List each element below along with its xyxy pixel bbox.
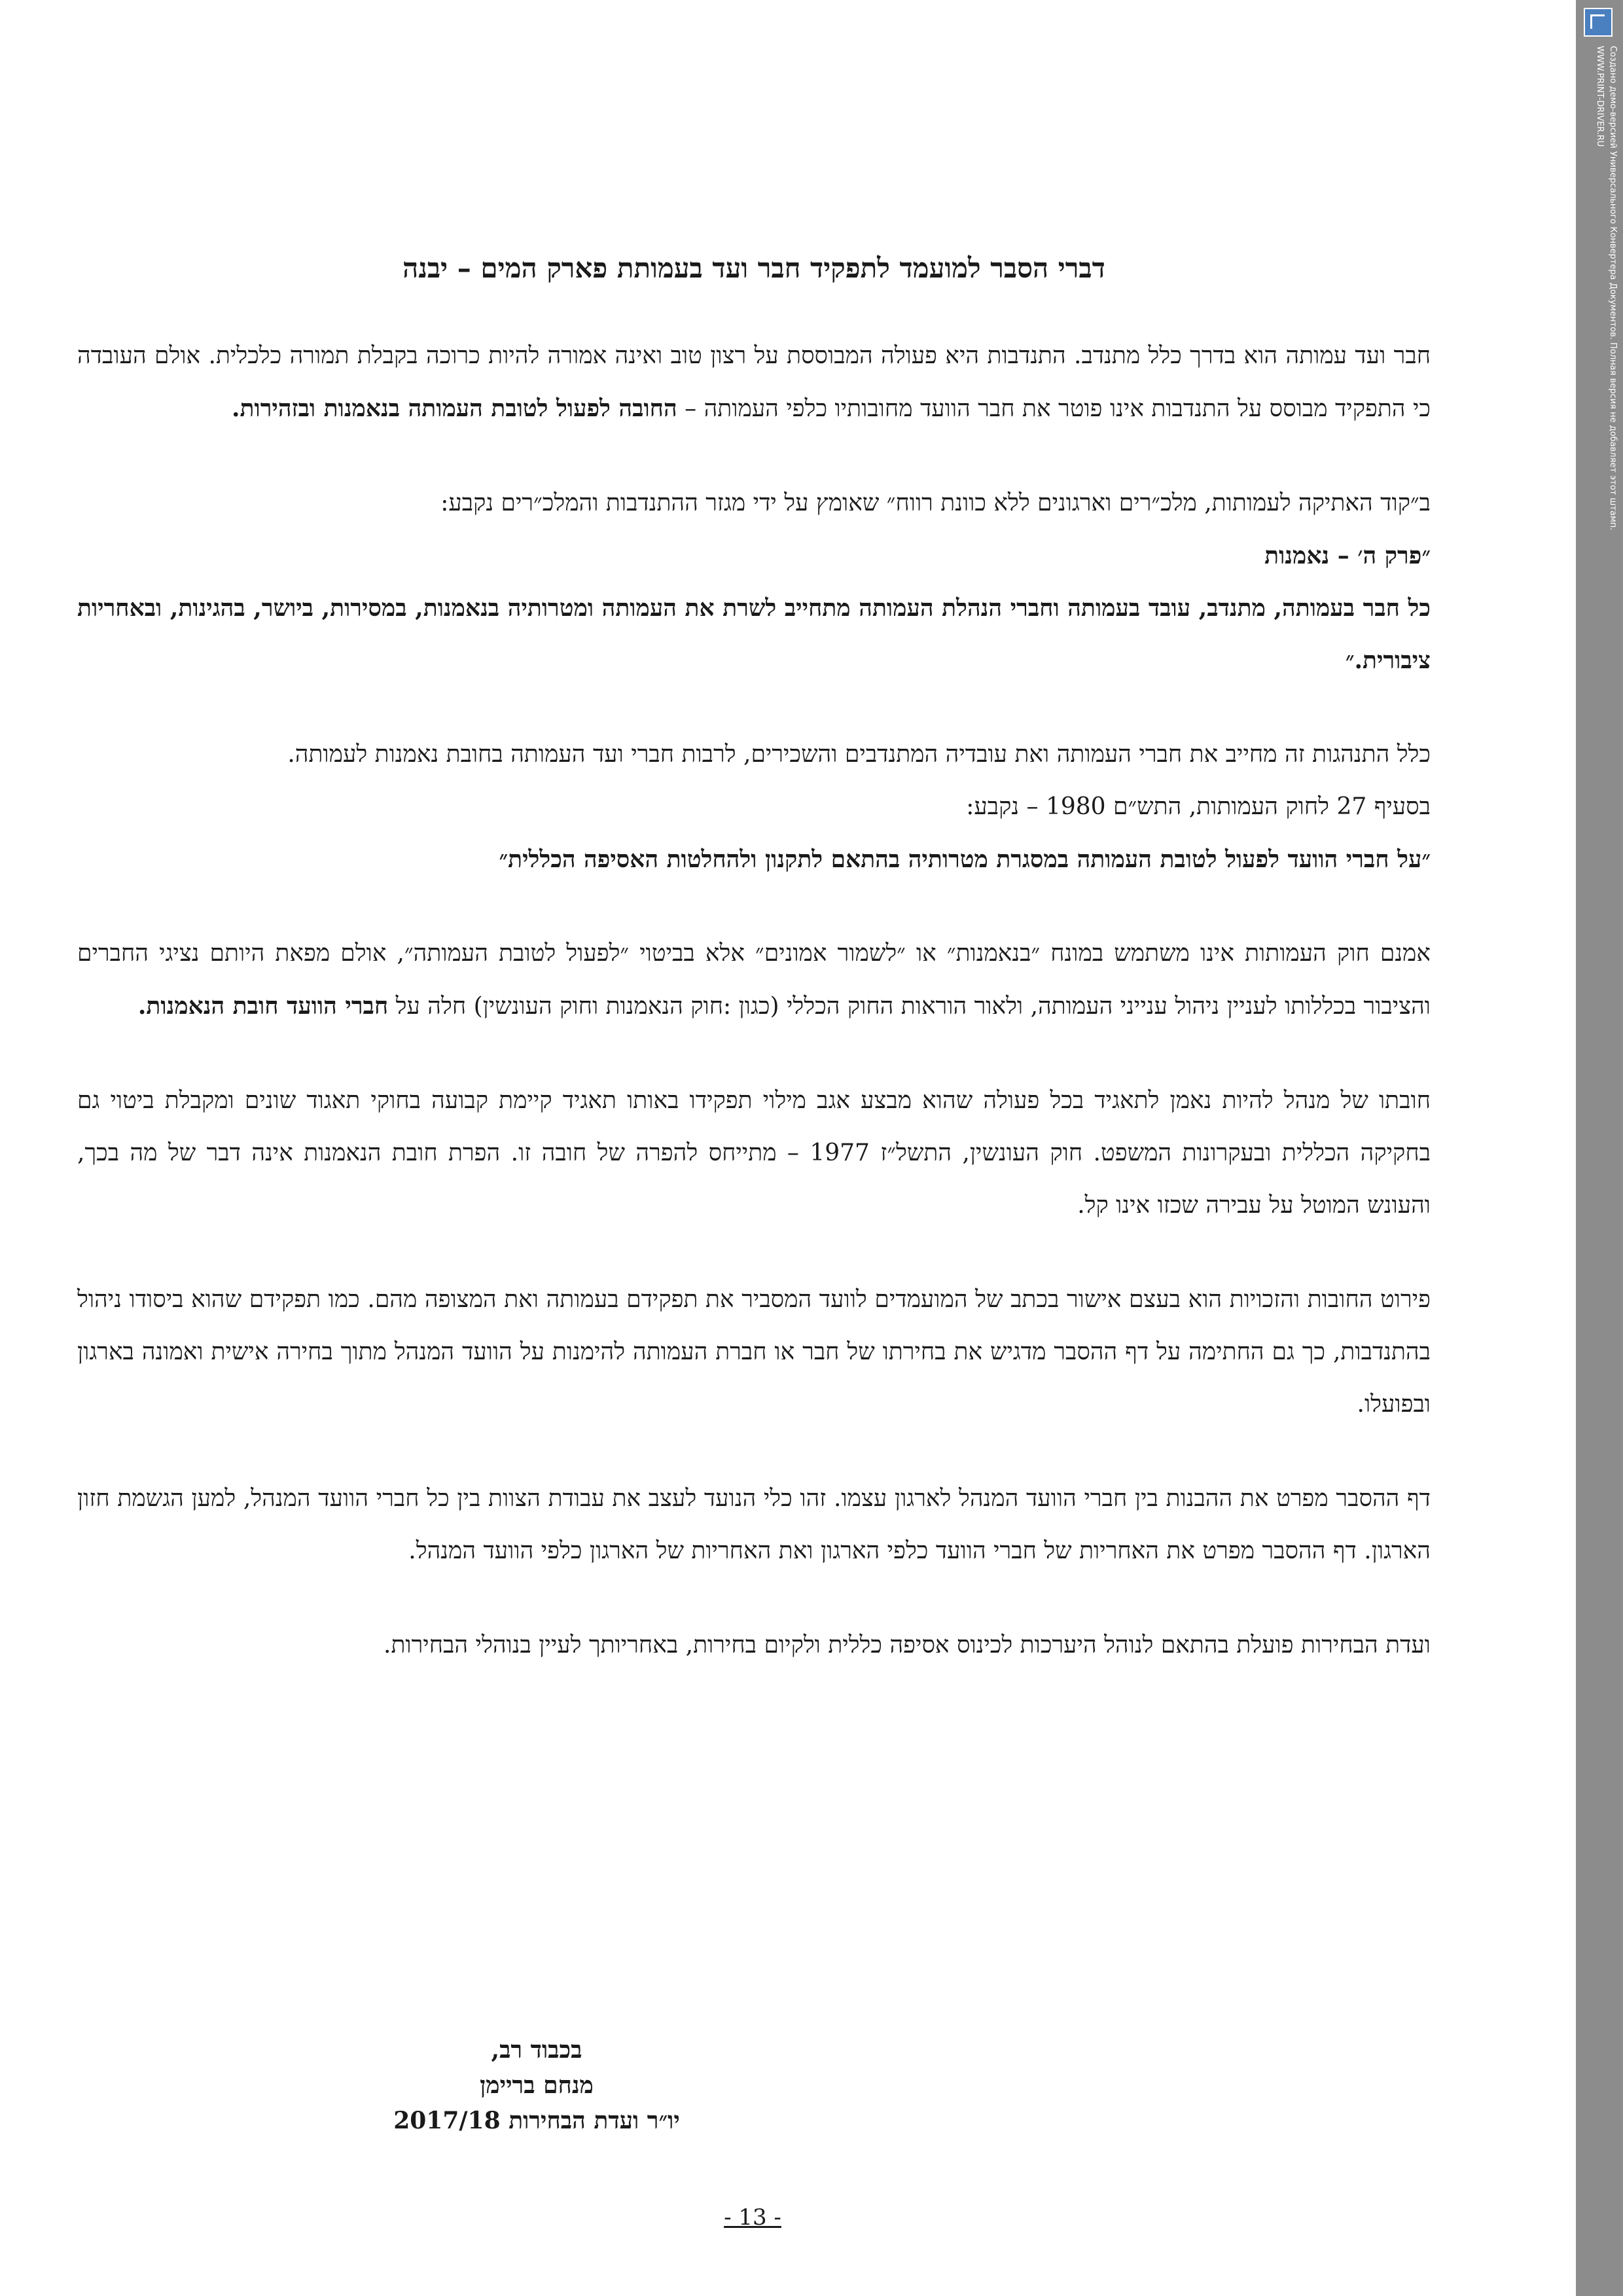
paragraph-8: ועדת הבחירות פועלת בהתאם לנוהל היערכות לכינוס אסיפה כללית ולקיום בחירות, באחריותך לעיין בנוהלי הבחירות. <box>383 1632 1431 1659</box>
signature-greeting: בכבוד רב, <box>491 2036 582 2064</box>
converter-logo-icon <box>1584 8 1613 37</box>
page-number: - 13 - <box>724 2204 781 2231</box>
document-title: דברי הסבר למועמד לתפקיד חבר ועד בעמותת פארק המים – יבנה <box>402 252 1105 284</box>
paragraph-1 <box>77 330 1431 435</box>
signature-role: יו״ר ועדת הבחירות 2017/18 <box>393 2107 680 2134</box>
chapter-heading: ״פרק ה׳ – נאמנות <box>1264 542 1431 569</box>
watermark-line-1: Создано демо-версией Универсального Конвертера Документов. Полная версия не добавляет этот штамп. <box>1608 46 1618 531</box>
document-body <box>77 236 1431 1672</box>
ethics-quote: כל חבר בעמותה, מתנדב, עובד בעמותה וחברי הנהלת העמותה מתחייב לשרת את העמותה ומטרותיה בנאמנות, במסירות, ביושר, בהגינות, ובאחריות ציבורית.״ <box>77 594 1431 674</box>
paragraph-5: חובתו של מנהל להיות נאמן לתאגיד בכל פעולה שהוא מבצע אגב מילוי תפקידו באותו תאגיד קיימת קבועה בחוקי תאגוד שונים ומקבלת ביטוי גם בחקיקה הכללית ובעקרונות המשפט. חוק העונשין, התשל״ז 1977 – מתייחס להפרה של חובה זו. הפרת חובת הנאמנות אינה דבר של מה בכך, והעונש המוטל על עבירה שכזו אינו קל. <box>77 1087 1431 1219</box>
watermark-line-2: WWW.PRINT-DRIVER.RU <box>1595 46 1605 147</box>
paragraph-4-text: אמנם חוק העמותות אינו משתמש במונח ״בנאמנות״ או ״לשמור אמונים״ אלא בביטוי ״לפעול לטובת העמותה״, אולם מפאת היותם נציגי החברים והציבור בכללותו לעניין ניהול ענייני העמותה, ולאור הוראות החוק הכללי (כגון :חוק הנאמנות וחוק העונשין) חלה על <box>77 940 1431 1020</box>
signature-name: מנחם בריימן <box>480 2072 594 2099</box>
law-quote: ״על חברי הוועד לפעול לטובת העמותה במסגרת מטרותיה בהתאם לתקנון ולהחלטות האסיפה הכללית״ <box>499 846 1431 873</box>
paragraph-2: ב״קוד האתיקה לעמותות, מלכ״רים וארגונים ללא כוונת רווח״ שאומץ על ידי מגזר ההתנדבות והמלכ״רים נקבע: <box>440 490 1431 516</box>
paragraph-3: כלל התנהגות זה מחייב את חברי העמותה ואת עובדיה המתנדבים והשכירים, לרבות חברי ועד העמותה בחובת נאמנות לעמותה. <box>287 741 1431 768</box>
paragraph-1-text: חבר ועד עמותה הוא בדרך כלל מתנדב. התנדבות היא פעולה המבוססת על רצון טוב ואינה אמורה להיות כרוכה בקבלת תמורה כלכלית. אולם העובדה כי התפקיד מבוסס על התנדבות אינו פוטר את חבר הוועד מחובותיו כלפי העמותה – <box>77 342 1431 422</box>
paragraph-7: דף ההסבר מפרט את ההבנות בין חברי הוועד המנהל לארגון עצמו. זהו כלי הנועד לעצב את עבודת הצוות בין כל חברי הוועד המנהל, למען הגשמת חזון הארגון. דף ההסבר מפרט את האחריות של חברי הוועד כלפי הארגון ואת האחריות של הארגון כלפי הוועד המנהל. <box>77 1485 1431 1564</box>
law-reference: בסעיף 27 לחוק העמותות, התש״ם 1980 – נקבע: <box>966 793 1431 820</box>
paragraph-1-bold: החובה לפעול לטובת העמותה בנאמנות ובזהירות. <box>232 395 677 422</box>
paragraph-6: פירוט החובות והזכויות הוא בעצם אישור בכתב של המועמדים לוועד המסביר את תפקידם בעמותה ואת המצופה מהם. כמו תפקידם שהוא ביסודו ניהול בהתנדבות, כך גם החתימה על דף ההסבר מדגיש את בחירתו של חבר או חברת העמותה להימנות על הוועד המנהל מתוך בחירה אישית ואמונה בארגון ובפועלו. <box>77 1286 1431 1418</box>
watermark-text <box>1593 46 1619 530</box>
signature-block <box>366 2032 707 2138</box>
paragraph-4 <box>77 927 1431 1033</box>
paragraph-4-bold: חברי הוועד חובת הנאמנות. <box>137 992 389 1020</box>
watermark-sidebar <box>1576 0 1623 2296</box>
